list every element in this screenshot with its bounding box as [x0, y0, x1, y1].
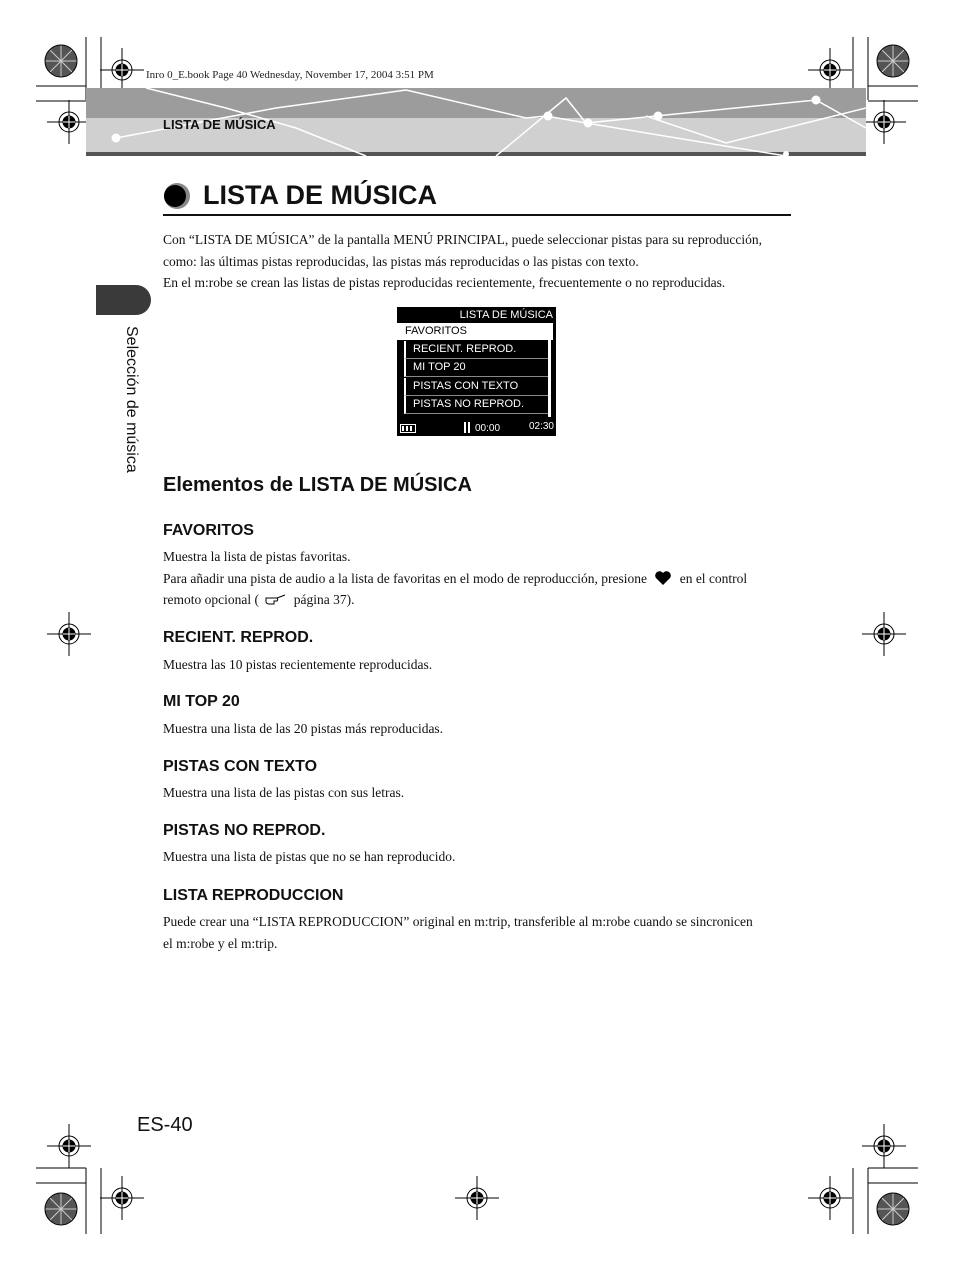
total-time: 02:30 [528, 421, 554, 432]
running-header: LISTA DE MÚSICA [163, 117, 276, 132]
page-title [163, 178, 791, 216]
recient-text: Muestra las 10 pistas recientemente reproducidas. [163, 657, 433, 672]
screen-item-noreprod: PISTAS NO REPROD. [404, 396, 548, 414]
registration-target-icon [862, 1124, 906, 1168]
intro-line: En el m:robe se crean las listas de pistas reproducidas recientemente, frecuentemente o no reproducidas. [163, 275, 726, 290]
screen-title: LISTA DE MÚSICA [459, 309, 553, 321]
pointing-hand-icon [265, 592, 287, 606]
intro-paragraph [163, 229, 803, 294]
screen-item-recient: RECIENT. REPROD. [404, 341, 548, 359]
registration-target-icon [47, 612, 91, 656]
intro-line: Con “LISTA DE MÚSICA” de la pantalla MENÚ PRINCIPAL, puede seleccionar pistas para su reproducción, [163, 232, 763, 247]
registration-target-icon [862, 100, 906, 144]
text-span: remoto opcional ( [163, 592, 259, 607]
heading-texto: PISTAS CON TEXTO [163, 758, 318, 775]
bullet-icon [163, 182, 191, 210]
screen-item-top20: MI TOP 20 [404, 359, 548, 377]
page-title-text: LISTA DE MÚSICA [203, 180, 437, 210]
registration-target-icon [808, 48, 852, 92]
heading-lista-reproduccion: LISTA REPRODUCCION [163, 887, 344, 904]
battery-icon [400, 424, 416, 433]
print-header: Inro 0_E.book Page 40 Wednesday, November 17, 2004 3:51 PM [146, 69, 434, 81]
intro-line: como: las últimas pistas reproducidas, las pistas más reproducidas o las pistas con texto. [163, 253, 639, 269]
starburst-mark-icon [876, 44, 910, 78]
elapsed-time: 00:00 [475, 423, 501, 434]
text-line: el m:robe y el m:trip. [163, 935, 278, 951]
heart-icon [654, 570, 672, 586]
heading-favoritos: FAVORITOS [163, 522, 254, 539]
text-line: Muestra la lista de pistas favoritas. [163, 549, 351, 564]
text-span: Para añadir una pista de audio a la lista de favoritas en el modo de reproducción, presione [163, 570, 647, 586]
screen-scrollbar [548, 329, 551, 417]
starburst-mark-icon [44, 44, 78, 78]
chapter-side-label: Selección de música [123, 326, 140, 473]
section-title: Elementos de LISTA DE MÚSICA [163, 474, 472, 496]
registration-target-icon [47, 1124, 91, 1168]
noreprod-text: Muestra una lista de pistas que no se han reproducido. [163, 849, 456, 864]
registration-target-icon [47, 100, 91, 144]
registration-target-icon [455, 1176, 499, 1220]
favoritos-text [163, 546, 803, 611]
chapter-tab [96, 285, 151, 315]
screen-status-bar [397, 420, 556, 436]
starburst-mark-icon [44, 1192, 78, 1226]
texto-text: Muestra una lista de las pistas con sus letras. [163, 785, 405, 800]
screen-item-favoritos: FAVORITOS [397, 323, 553, 340]
page-number: ES-40 [137, 1114, 193, 1136]
heading-noreprod: PISTAS NO REPROD. [163, 822, 326, 839]
device-screen [397, 307, 556, 436]
top20-text: Muestra una lista de las 20 pistas más reproducidas. [163, 721, 444, 736]
heading-recient: RECIENT. REPROD. [163, 629, 314, 646]
registration-target-icon [100, 1176, 144, 1220]
page-ref-link[interactable]: página 37). [293, 592, 355, 607]
registration-target-icon [862, 612, 906, 656]
registration-target-icon [808, 1176, 852, 1220]
heading-top20: MI TOP 20 [163, 693, 240, 710]
screen-item-texto: PISTAS CON TEXTO [404, 378, 548, 396]
pause-icon [464, 422, 470, 433]
text-span: en el control [679, 570, 748, 586]
registration-target-icon [100, 48, 144, 92]
text-line [163, 589, 803, 611]
starburst-mark-icon [876, 1192, 910, 1226]
text-line [163, 568, 803, 590]
text-line: Puede crear una “LISTA REPRODUCCION” original en m:trip, transferible al m:robe cuando se sincronicen [163, 914, 753, 929]
lista-reproduccion-text [163, 911, 803, 954]
